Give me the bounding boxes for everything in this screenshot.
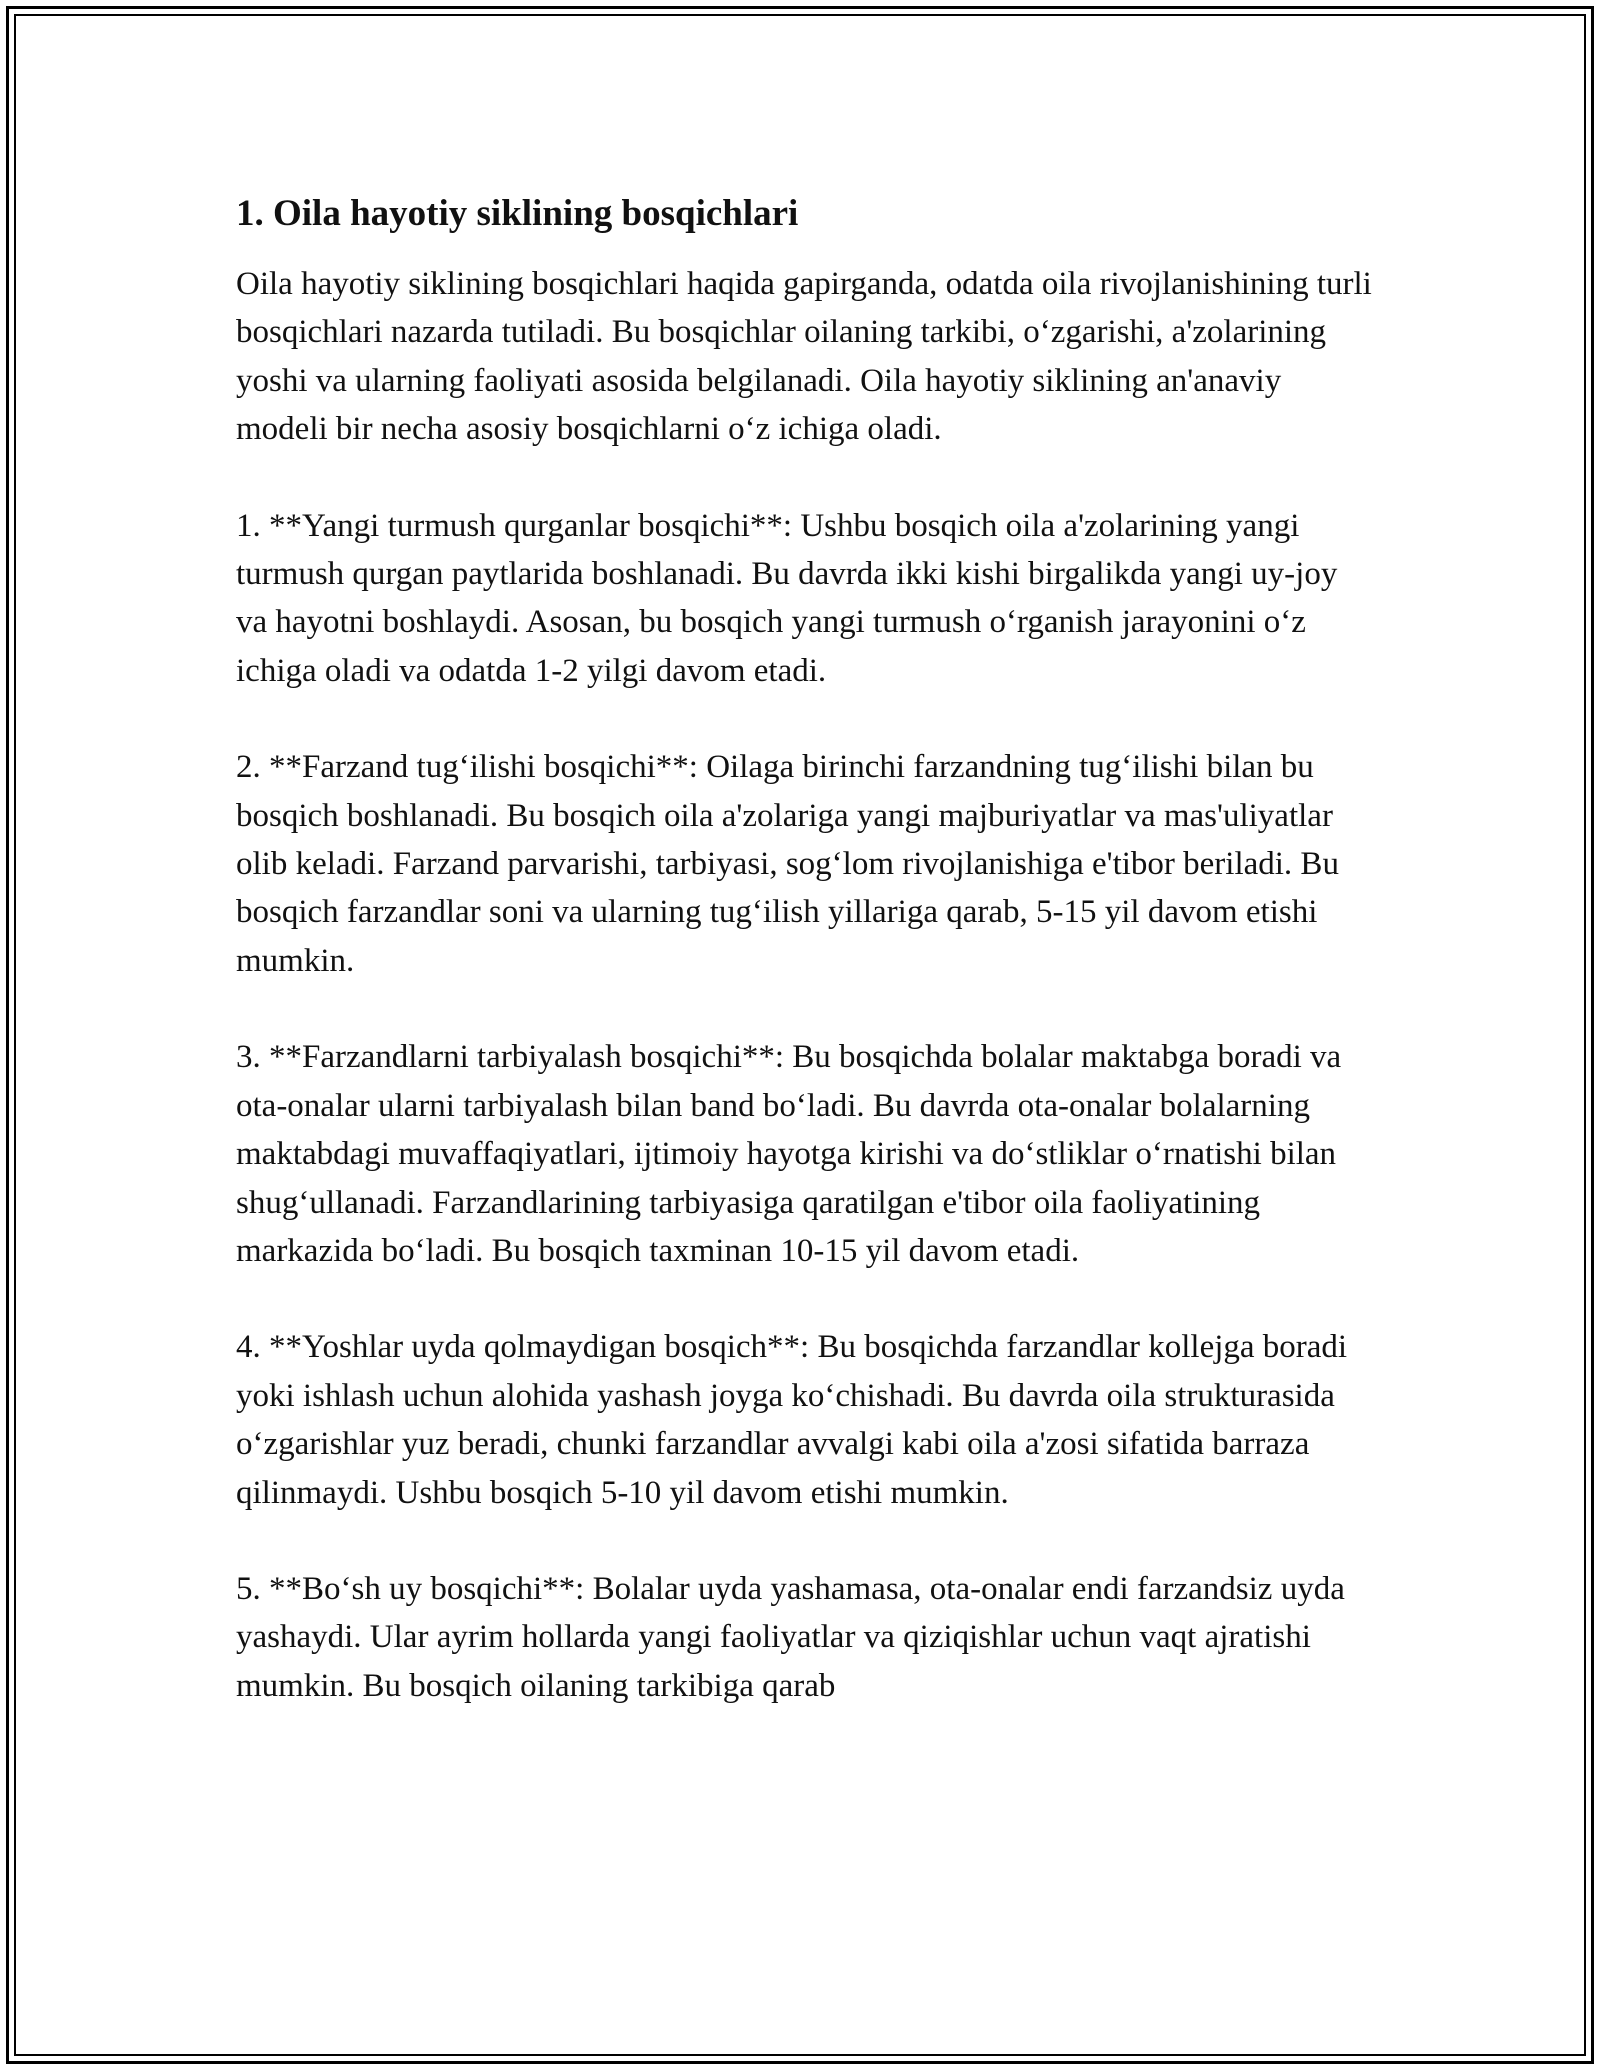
stage-2-paragraph: 2. **Farzand tug‘ilishi bosqichi**: Oilaga birinchi farzandning tug‘ilishi bilan bu bosqich boshlanadi. Bu bosqich oila a'zolariga yangi majburiyatlar va mas'uliyatlar olib keladi. Farzand parvarishi, tarbiyasi, sog‘lom rivojlanishiga e'tibor beriladi. Bu bosqich farzandlar soni va ularning tug‘ilish yillariga qarab, 5-15 yil davom etishi mumkin. — [236, 749, 1339, 979]
intro-paragraph: Oila hayotiy siklining bosqichlari haqida gapirganda, odatda oila rivojlanishining turli bosqichlari nazarda tutiladi. Bu bosqichlar oilaning tarkibi, o‘zgarishi, a'zolarining yoshi va ularning faoliyati asosida belgilanadi. Oila hayotiy siklining an'anaviy modeli bir necha asosiy bosqichlarni o‘z ichiga oladi. — [236, 266, 1372, 448]
stage-4-paragraph: 4. **Yoshlar uyda qolmaydigan bosqich**: Bu bosqichda farzandlar kollejga boradi yoki ishlash uchun alohida yashash joyga ko‘chishadi. Bu davrda oila strukturasida o‘zgarishlar yuz beradi, chunki farzandlar avvalgi kabi oila a'zosi sifatida barraza qilinmaydi. Ushbu bosqich 5-10 yil davom etishi mumkin. — [236, 1329, 1348, 1511]
document-body — [236, 188, 1376, 1758]
section-heading: 1. Oila hayotiy siklining bosqichlari — [236, 193, 799, 234]
stage-5-paragraph: 5. **Bo‘sh uy bosqichi**: Bolalar uyda yashamasa, ota-onalar endi farzandsiz uyda yashaydi. Ular ayrim hollarda yangi faoliyatlar va qiziqishlar uchun vaqt ajratishi mumkin. Bu bosqich oilaning tarkibiga qarab — [236, 1570, 1345, 1704]
stage-3-paragraph: 3. **Farzandlarni tarbiyalash bosqichi**: Bu bosqichda bolalar maktabga boradi va ota-onalar ularni tarbiyalash bilan band bo‘ladi. Bu davrda ota-onalar bolalarning maktabdagi muvaffaqiyatlari, ijtimoiy hayotga kirishi va do‘stliklar o‘rnatishi bilan shug‘ullanadi. Farzandlarining tarbiyasiga qaratilgan e'tibor oila faoliyatining markazida bo‘ladi. Bu bosqich taxminan 10-15 yil davom etadi. — [236, 1039, 1342, 1269]
stage-1-paragraph: 1. **Yangi turmush qurganlar bosqichi**: Ushbu bosqich oila a'zolarining yangi turmush qurgan paytlarida boshlanadi. Bu davrda ikki kishi birgalikda yangi uy-joy va hayotni boshlaydi. Asosan, bu bosqich yangi turmush o‘rganish jarayonini o‘z ichiga oladi va odatda 1-2 yilgi davom etadi. — [236, 507, 1338, 689]
